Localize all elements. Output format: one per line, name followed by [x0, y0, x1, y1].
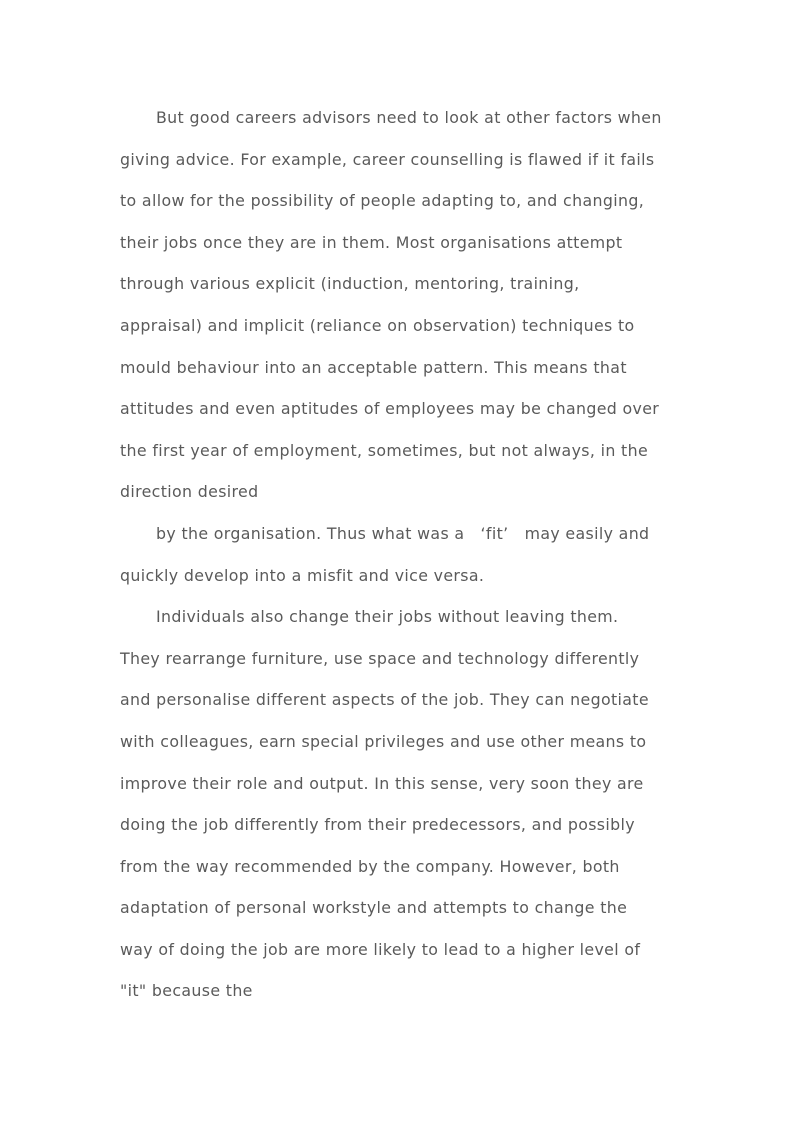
text-line: attitudes and even aptitudes of employees may be changed over [120, 399, 660, 419]
text-line: "it" because the [120, 981, 253, 1001]
text-line: Individuals also change their jobs without leaving them. [156, 607, 619, 627]
text-line: doing the job differently from their predecessors, and possibly [120, 815, 635, 835]
text-line: improve their role and output. In this sense, very soon they are [120, 773, 644, 793]
text-line: by the organisation. Thus what was a ‘fit’ may easily and [156, 523, 650, 543]
text-line: adaptation of personal workstyle and attempts to change the [120, 898, 628, 918]
text-line: through various explicit (induction, mentoring, training, [120, 274, 580, 294]
text-line: way of doing the job are more likely to lead to a higher level of [120, 939, 641, 959]
text-line: appraisal) and implicit (reliance on observation) techniques to [120, 315, 635, 335]
document-body [120, 97, 680, 1012]
text-line: direction desired [120, 482, 259, 502]
text-line: with colleagues, earn special privileges and use other means to [120, 731, 647, 751]
text-line: and personalise different aspects of the job. They can negotiate [120, 690, 649, 710]
text-line: quickly develop into a misfit and vice versa. [120, 565, 485, 585]
text-line: They rearrange furniture, use space and technology differently [120, 648, 640, 668]
text-line: giving advice. For example, career counselling is flawed if it fails [120, 149, 655, 169]
text-line: to allow for the possibility of people adapting to, and changing, [120, 191, 645, 211]
text-line: their jobs once they are in them. Most organisations attempt [120, 232, 623, 252]
text-line: the first year of employment, sometimes, but not always, in the [120, 440, 649, 460]
text-line: But good careers advisors need to look at other factors when [156, 108, 662, 127]
text-line: from the way recommended by the company. However, both [120, 856, 620, 876]
text-line: mould behaviour into an acceptable pattern. This means that [120, 357, 627, 377]
